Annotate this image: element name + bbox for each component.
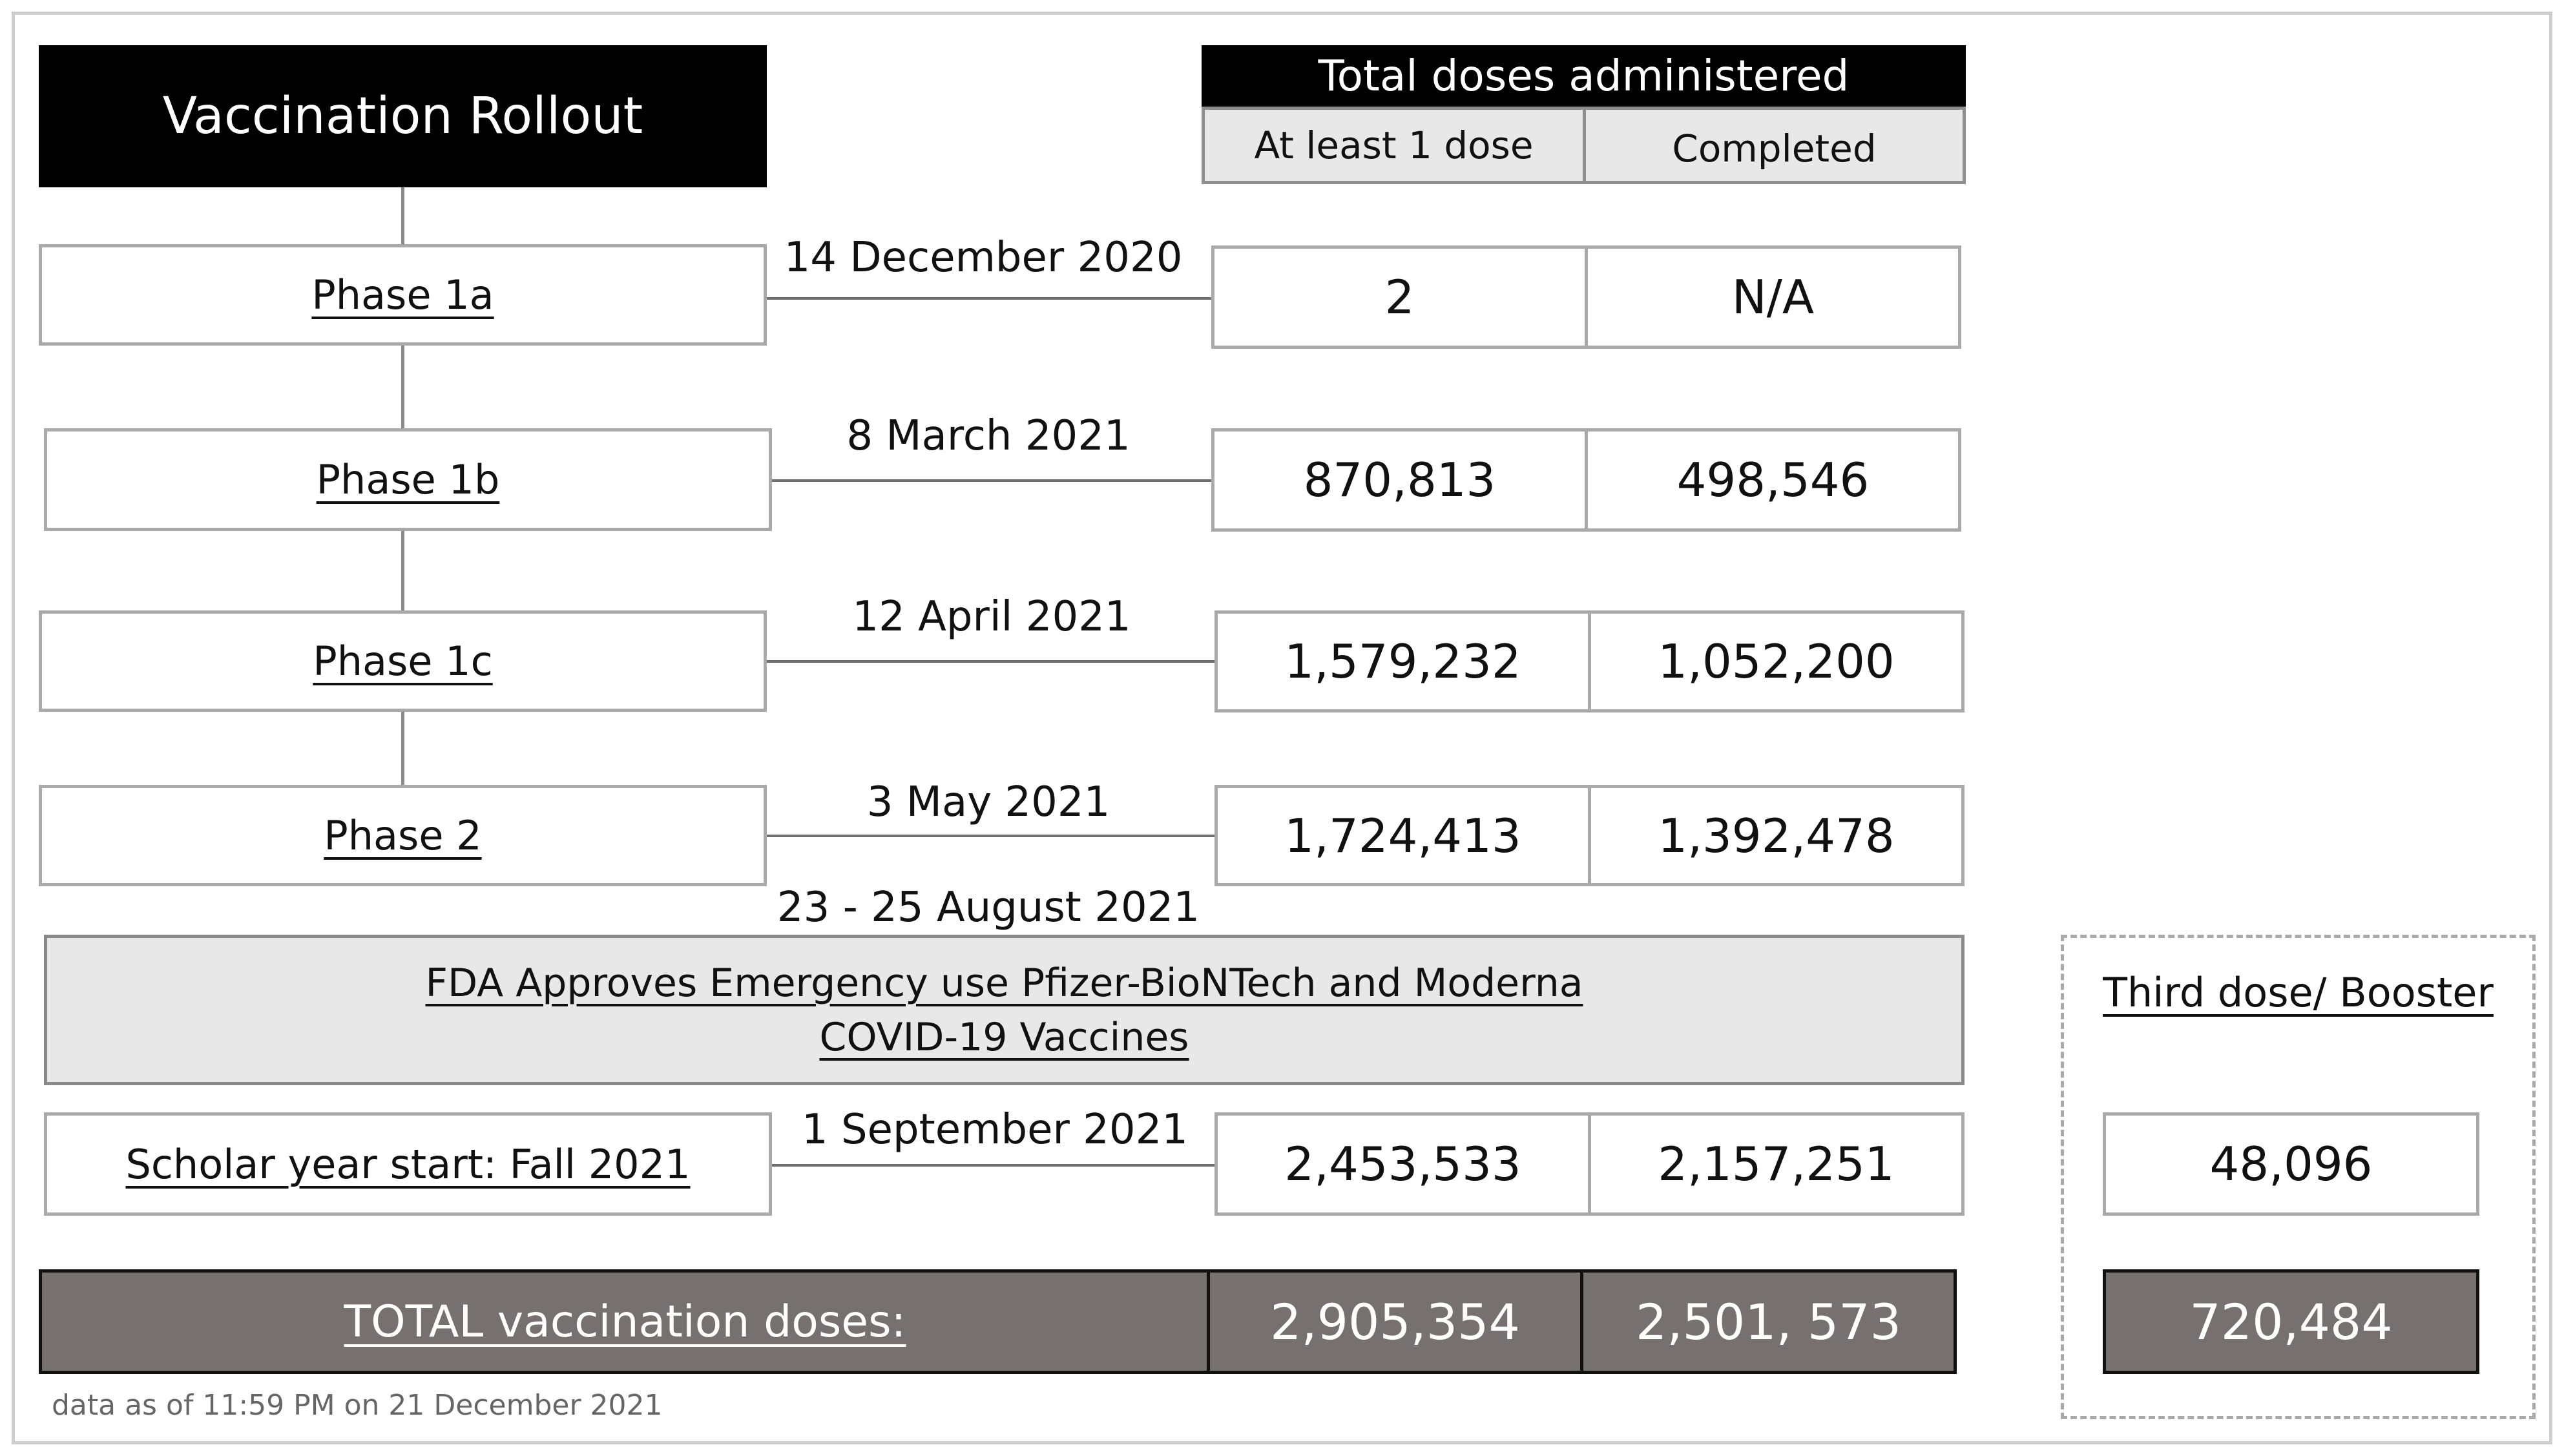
footnote: data as of 11:59 PM on 21 December 2021 (52, 1389, 663, 1422)
scholar-date: 1 September 2021 (801, 1106, 1189, 1154)
first-dose-value: 1,579,232 (1214, 610, 1591, 712)
phase-box (39, 785, 767, 886)
first-dose-value: 870,813 (1211, 428, 1588, 532)
connector-1b-1c (401, 531, 404, 612)
phase-label: Phase 2 (324, 812, 482, 859)
totals-label: TOTAL vaccination doses: (344, 1296, 906, 1347)
phase-connector-line (767, 660, 1216, 663)
completed-value: N/A (1585, 245, 1961, 349)
phase-connector-line (767, 297, 1213, 300)
phase-date: 14 December 2020 (784, 234, 1183, 282)
completed-value: 498,546 (1585, 428, 1961, 532)
connector-title-1a (401, 187, 404, 244)
phase-label: Phase 1a (311, 271, 494, 318)
fda-approval-box (44, 935, 1965, 1085)
phase-label: Phase 1b (316, 456, 500, 503)
phase-label: Phase 1c (313, 638, 493, 685)
column-header-completed: Completed (1583, 107, 1966, 184)
phase-connector-line (772, 479, 1213, 482)
total-completed: 2,501, 573 (1580, 1269, 1957, 1374)
phase-date: 12 April 2021 (852, 593, 1131, 641)
phase-date: 8 March 2021 (846, 412, 1131, 460)
scholar-year-box (44, 1112, 772, 1216)
completed-value: 1,392,478 (1588, 785, 1965, 886)
totals-label-box (39, 1269, 1211, 1374)
phase-box (39, 244, 767, 346)
booster-label-wrap (2061, 969, 2536, 1016)
scholar-connector-line (772, 1164, 1216, 1167)
phase-box (39, 610, 767, 712)
total-first-dose: 2,905,354 (1207, 1269, 1583, 1374)
connector-1c-2 (401, 712, 404, 785)
phase-connector-line (767, 835, 1216, 837)
booster-value: 48,096 (2103, 1112, 2479, 1216)
page-title: Vaccination Rollout (39, 45, 767, 187)
doses-header: Total doses administered (1202, 45, 1966, 107)
column-header-first-dose: At least 1 dose (1202, 107, 1586, 184)
fda-date: 23 - 25 August 2021 (776, 884, 1200, 931)
booster-label: Third dose/ Booster (2103, 969, 2494, 1016)
completed-value: 2,157,251 (1588, 1112, 1965, 1216)
first-dose-value: 2,453,533 (1214, 1112, 1591, 1216)
phase-box (44, 428, 772, 531)
connector-1a-1b (401, 346, 404, 430)
fda-line-2: COVID-19 Vaccines (819, 1014, 1189, 1060)
first-dose-value: 2 (1211, 245, 1588, 349)
first-dose-value: 1,724,413 (1214, 785, 1591, 886)
phase-date: 3 May 2021 (866, 778, 1110, 826)
scholar-year-label: Scholar year start: Fall 2021 (125, 1140, 691, 1188)
completed-value: 1,052,200 (1588, 610, 1965, 712)
booster-total: 720,484 (2103, 1269, 2479, 1374)
fda-line-1: FDA Approves Emergency use Pfizer-BioNTech and Moderna (425, 960, 1583, 1006)
